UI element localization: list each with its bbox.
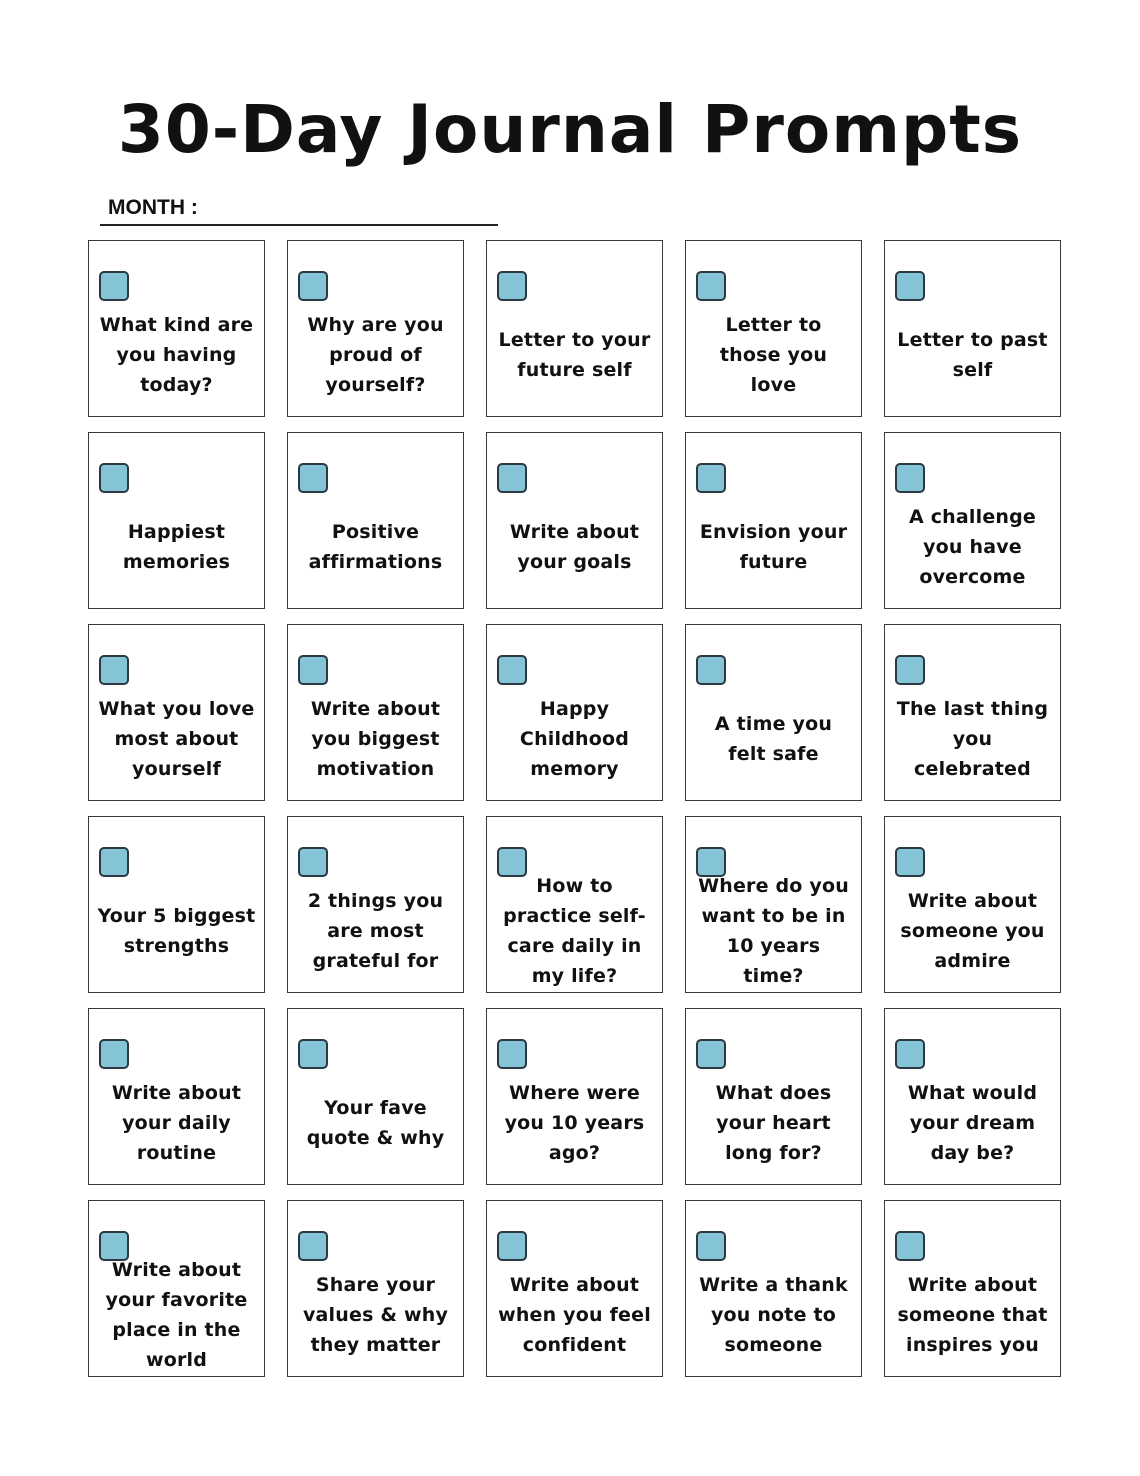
prompt-checkbox[interactable] — [99, 655, 129, 685]
prompt-checkbox[interactable] — [696, 271, 726, 301]
prompt-text: What does your heart long for? — [715, 1081, 832, 1164]
prompt-checkbox[interactable] — [497, 1231, 527, 1261]
prompt-card[interactable] — [884, 240, 1061, 417]
prompt-card[interactable] — [884, 432, 1061, 609]
prompt-text: Positive affirmations — [308, 520, 443, 573]
prompt-checkbox[interactable] — [298, 1039, 328, 1069]
prompt-checkbox[interactable] — [99, 1039, 129, 1069]
prompt-card[interactable] — [685, 432, 862, 609]
prompt-text: How to practice self-care daily in my life? — [503, 874, 646, 987]
prompt-text: The last thing you celebrated — [896, 697, 1049, 780]
prompt-text: Write about when you feel confident — [498, 1273, 651, 1356]
prompt-text: 2 things you are most grateful for — [307, 889, 444, 972]
prompt-card[interactable] — [287, 624, 464, 801]
prompt-checkbox[interactable] — [298, 271, 328, 301]
prompt-card[interactable] — [486, 1200, 663, 1377]
prompt-text: A time you felt safe — [714, 712, 833, 765]
prompt-text: Write a thank you note to someone — [699, 1273, 848, 1356]
prompt-card[interactable] — [88, 432, 265, 609]
prompt-checkbox[interactable] — [298, 655, 328, 685]
prompt-card[interactable] — [88, 1008, 265, 1185]
prompt-checkbox[interactable] — [696, 1039, 726, 1069]
prompt-card[interactable] — [685, 1200, 862, 1377]
prompt-text: What kind are you having today? — [99, 313, 254, 396]
prompt-checkbox[interactable] — [298, 463, 328, 493]
prompt-checkbox[interactable] — [895, 847, 925, 877]
prompt-checkbox[interactable] — [895, 1039, 925, 1069]
prompt-card[interactable] — [486, 240, 663, 417]
prompt-card[interactable] — [685, 1008, 862, 1185]
prompt-checkbox[interactable] — [99, 271, 129, 301]
prompt-checkbox[interactable] — [696, 463, 726, 493]
prompt-text: Write about someone you admire — [900, 889, 1045, 972]
prompt-text: Letter to those you love — [719, 313, 828, 396]
prompt-text: Write about your daily routine — [111, 1081, 242, 1164]
prompt-card[interactable] — [486, 624, 663, 801]
prompt-text: Write about someone that inspires you — [897, 1273, 1048, 1356]
prompt-card[interactable] — [88, 1200, 265, 1377]
prompt-checkbox[interactable] — [895, 271, 925, 301]
prompt-checkbox[interactable] — [895, 1231, 925, 1261]
prompt-card[interactable] — [287, 816, 464, 993]
prompt-checkbox[interactable] — [696, 1231, 726, 1261]
prompt-card[interactable] — [287, 1008, 464, 1185]
prompt-text: Envision your future — [699, 520, 848, 573]
month-field[interactable] — [100, 192, 498, 226]
prompt-text: Your 5 biggest strengths — [97, 904, 256, 957]
prompt-text: What would your dream day be? — [907, 1081, 1038, 1164]
prompt-card[interactable] — [884, 1008, 1061, 1185]
prompt-checkbox[interactable] — [298, 1231, 328, 1261]
prompt-text: Write about your goals — [509, 520, 640, 573]
prompt-text: Why are you proud of yourself? — [307, 313, 444, 396]
prompt-card[interactable] — [486, 432, 663, 609]
prompt-card[interactable] — [88, 240, 265, 417]
prompt-text: Happiest memories — [122, 520, 231, 573]
prompt-text: Write about your favorite place in the world — [105, 1258, 248, 1371]
prompt-text: Where do you want to be in 10 years time? — [698, 874, 849, 987]
month-label: MONTH : — [108, 196, 198, 219]
prompt-card[interactable] — [884, 816, 1061, 993]
prompt-checkbox[interactable] — [497, 655, 527, 685]
prompt-card[interactable] — [88, 624, 265, 801]
prompt-checkbox[interactable] — [895, 655, 925, 685]
prompt-text: Share your values & why they matter — [302, 1273, 449, 1356]
prompt-text: Happy Childhood memory — [519, 697, 630, 780]
prompt-text: Write about you biggest motivation — [310, 697, 441, 780]
prompt-text: Letter to past self — [897, 328, 1048, 381]
prompt-card[interactable] — [884, 624, 1061, 801]
prompt-checkbox[interactable] — [895, 463, 925, 493]
prompt-text: Your fave quote & why — [306, 1096, 445, 1149]
prompt-text: Letter to your future self — [498, 328, 651, 381]
prompt-card[interactable] — [486, 1008, 663, 1185]
prompt-checkbox[interactable] — [497, 271, 527, 301]
prompt-text: A challenge you have overcome — [908, 505, 1037, 588]
prompt-checkbox[interactable] — [99, 847, 129, 877]
prompt-grid — [88, 240, 1064, 1377]
prompt-checkbox[interactable] — [99, 463, 129, 493]
prompt-checkbox[interactable] — [497, 1039, 527, 1069]
prompt-card[interactable] — [884, 1200, 1061, 1377]
prompt-card[interactable] — [287, 1200, 464, 1377]
prompt-card[interactable] — [685, 624, 862, 801]
prompt-checkbox[interactable] — [298, 847, 328, 877]
prompt-text: Where were you 10 years ago? — [504, 1081, 645, 1164]
prompt-card[interactable] — [287, 432, 464, 609]
prompt-card[interactable] — [685, 240, 862, 417]
prompt-card[interactable] — [486, 816, 663, 993]
page-title: 30-Day Journal Prompts — [117, 91, 1023, 168]
prompt-text: What you love most about yourself — [98, 697, 255, 780]
prompt-card[interactable] — [685, 816, 862, 993]
prompt-checkbox[interactable] — [696, 655, 726, 685]
prompt-card[interactable] — [88, 816, 265, 993]
prompt-card[interactable] — [287, 240, 464, 417]
prompt-checkbox[interactable] — [497, 463, 527, 493]
